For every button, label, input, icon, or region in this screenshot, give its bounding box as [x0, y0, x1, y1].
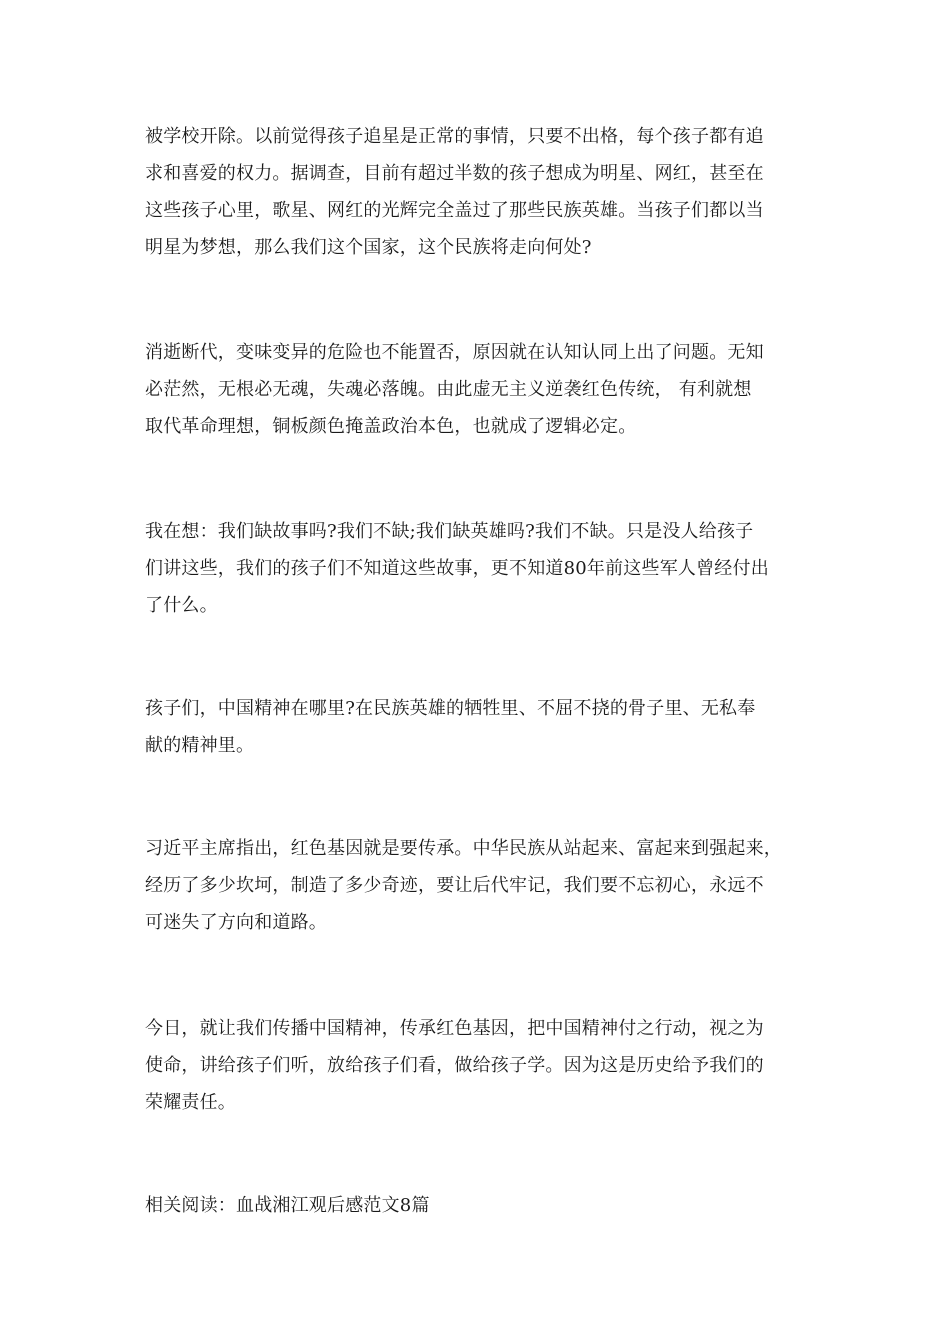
text-line: 今日，就让我们传播中国精神，传承红色基因，把中国精神付之行动，视之为 — [145, 1018, 764, 1039]
text-line: 必茫然，无根必无魂，失魂必落魄。由此虚无主义逆袭红色传统， 有利就想 — [145, 379, 752, 400]
text-line: 取代革命理想，铜板颜色掩盖政治本色，也就成了逻辑必定。 — [145, 416, 637, 437]
related-reading-text: 相关阅读：血战湘江观后感范文8篇 — [145, 1195, 430, 1216]
paragraph-red-gene — [145, 830, 810, 941]
text-line: 被学校开除。以前觉得孩子追星是正常的事情，只要不出格，每个孩子都有追 — [145, 126, 764, 147]
text-line: 们讲这些，我们的孩子们不知道这些故事，更不知道80年前这些军人曾经付出 — [145, 558, 769, 579]
paragraph-nihilism — [145, 334, 810, 445]
text-line: 了什么。 — [145, 595, 218, 616]
text-line: 献的精神里。 — [145, 735, 255, 756]
text-line: 荣耀责任。 — [145, 1092, 236, 1113]
text-line: 孩子们，中国精神在哪里?在民族英雄的牺牲里、不屈不挠的骨子里、无私奉 — [145, 698, 756, 719]
paragraph-mission — [145, 1010, 810, 1121]
text-line: 明星为梦想，那么我们这个国家，这个民族将走向何处? — [145, 237, 592, 258]
text-line: 使命，讲给孩子们听，放给孩子们看，做给孩子学。因为这是历史给予我们的 — [145, 1055, 764, 1076]
text-line: 我在想：我们缺故事吗?我们不缺;我们缺英雄吗?我们不缺。只是没人给孩子 — [145, 521, 754, 542]
text-line: 这些孩子心里，歌星、网红的光辉完全盖过了那些民族英雄。当孩子们都以当 — [145, 200, 764, 221]
text-line: 习近平主席指出，红色基因就是要传承。中华民族从站起来、富起来到强起来， — [145, 838, 782, 859]
text-line: 经历了多少坎坷，制造了多少奇迹，要让后代牢记，我们要不忘初心，永远不 — [145, 875, 764, 896]
text-line: 求和喜爱的权力。据调查，目前有超过半数的孩子想成为明星、网红，甚至在 — [145, 163, 764, 184]
paragraph-children-idol-chasing — [145, 118, 810, 266]
paragraph-related-reading — [145, 1187, 810, 1224]
text-line: 可迷失了方向和道路。 — [145, 912, 327, 933]
paragraph-chinese-spirit — [145, 690, 810, 764]
text-line: 消逝断代，变味变异的危险也不能置否，原因就在认知认同上出了问题。无知 — [145, 342, 764, 363]
paragraph-stories-and-heroes — [145, 513, 810, 624]
